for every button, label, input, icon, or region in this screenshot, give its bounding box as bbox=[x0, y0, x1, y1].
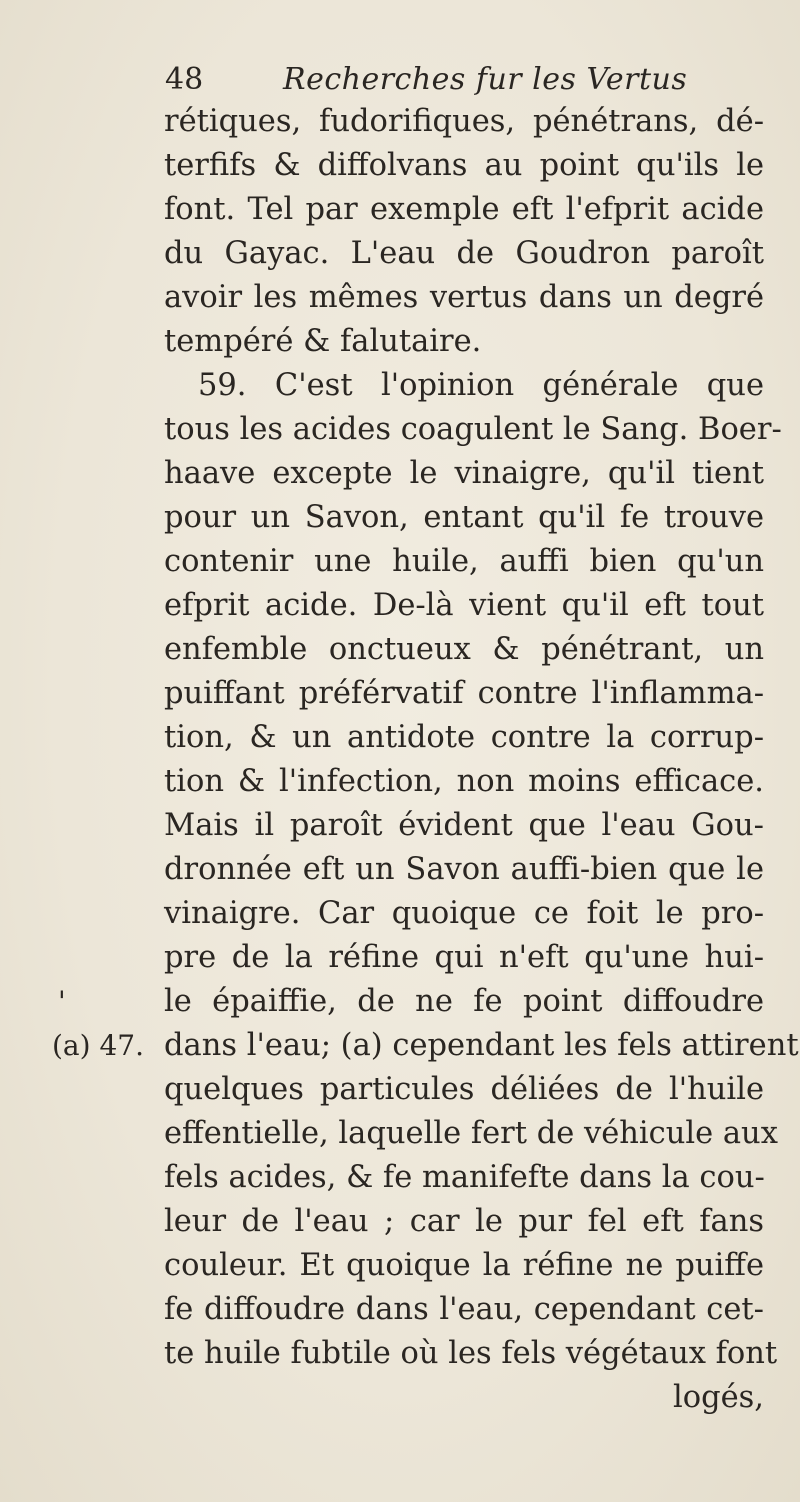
text-line: terfifs & diffolvans au point qu'ils le bbox=[164, 148, 764, 183]
text-line: vinaigre. Car quoique ce foit le pro- bbox=[164, 896, 764, 931]
text-line: efprit acide. De-là vient qu'il eft tout bbox=[164, 588, 764, 623]
text-line: haave excepte le vinaigre, qu'il tient bbox=[164, 456, 764, 491]
paragraph-start-line: 59. C'est l'opinion générale que bbox=[198, 368, 764, 403]
text-line: fe diffoudre dans l'eau, cependant cet- bbox=[164, 1292, 764, 1327]
text-line: puiffant préférvatif contre l'inflamma- bbox=[164, 676, 764, 711]
text-line: dronnée eft un Savon auffi-bien que le bbox=[164, 852, 764, 887]
catchword: logés, bbox=[672, 1380, 764, 1415]
running-title: Recherches fur les Vertus bbox=[283, 62, 688, 97]
text-line: te huile fubtile où les fels végétaux font bbox=[164, 1336, 778, 1371]
text-line: tempéré & falutaire. bbox=[164, 324, 482, 359]
text-line: effentielle, laquelle fert de véhicule aux bbox=[164, 1116, 778, 1151]
text-line: rétiques, fudorifiques, pénétrans, dé- bbox=[164, 104, 764, 139]
text-line: Mais il paroît évident que l'eau Gou- bbox=[164, 808, 764, 843]
text-line: pre de la réfine qui n'eft qu'une hui- bbox=[164, 940, 764, 975]
text-line: font. Tel par exemple eft l'efprit acide bbox=[164, 192, 764, 227]
text-line: contenir une huile, auffi bien qu'un bbox=[164, 544, 764, 579]
text-line: tous les acides coagulent le Sang. Boer- bbox=[164, 412, 782, 447]
text-line: quelques particules déliées de l'huile bbox=[164, 1072, 764, 1107]
margin-note-reference: (a) 47. bbox=[52, 1029, 144, 1062]
page-header bbox=[165, 62, 765, 102]
margin-tick: ' bbox=[58, 985, 66, 1018]
page-number: 48 bbox=[165, 62, 204, 97]
text-line: pour un Savon, entant qu'il fe trouve bbox=[164, 500, 764, 535]
text-line: du Gayac. L'eau de Goudron paroît bbox=[164, 236, 764, 271]
text-line: tion & l'infection, non moins efficace. bbox=[164, 764, 764, 799]
text-line: couleur. Et quoique la réfine ne puiffe bbox=[164, 1248, 764, 1283]
text-line: fels acides, & fe manifefte dans la cou- bbox=[164, 1160, 765, 1195]
text-line: tion, & un antidote contre la corrup- bbox=[164, 720, 764, 755]
text-line: leur de l'eau ; car le pur fel eft fans bbox=[164, 1204, 764, 1239]
text-line: enfemble onctueux & pénétrant, un bbox=[164, 632, 764, 667]
text-line: avoir les mêmes vertus dans un degré bbox=[164, 280, 764, 315]
text-line: dans l'eau; (a) cependant les fels attirent bbox=[164, 1028, 799, 1063]
text-line: le épaiffie, de ne fe point diffoudre bbox=[164, 984, 764, 1019]
